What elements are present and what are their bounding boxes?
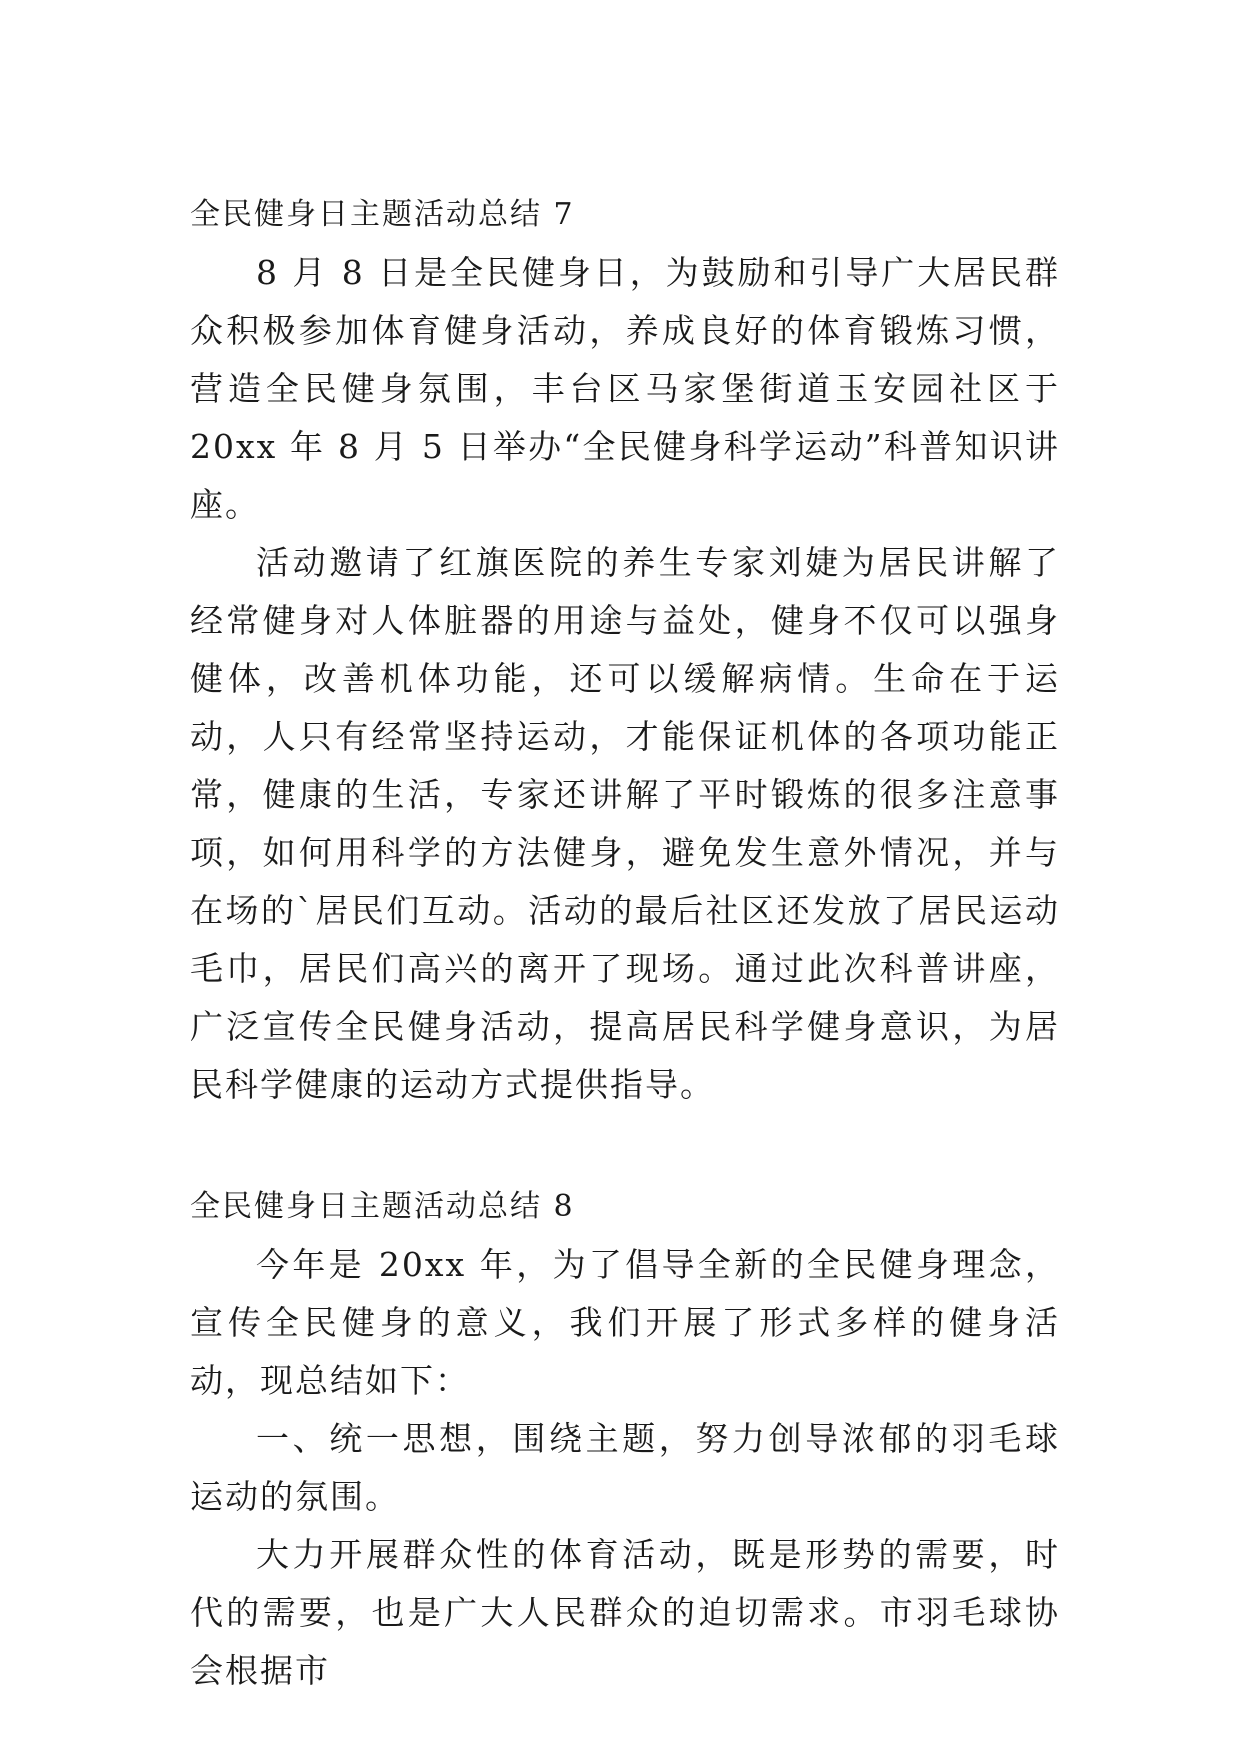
document-page	[190, 186, 1060, 1700]
paragraph: 活动邀请了红旗医院的养生专家刘婕为居民讲解了经常健身对人体脏器的用途与益处，健身不仅可以强身健体，改善机体功能，还可以缓解病情。生命在于运动，人只有经常坚持运动，才能保证机体的各项功能正常，健康的生活，专家还讲解了平时锻炼的很多注意事项，如何用科学的方法健身，避免发生意外情况，并与在场的`居民们互动。活动的最后社区还发放了居民运动毛巾，居民们高兴的离开了现场。通过此次科普讲座，广泛宣传全民健身活动，提高居民科学健身意识，为居民科学健康的运动方式提供指导。	[190, 543, 1060, 1104]
paragraph: 8 月 8 日是全民健身日，为鼓励和引导广大居民群众积极参加体育健身活动，养成良好的体育锻炼习惯，营造全民健身氛围，丰台区马家堡街道玉安园社区于 20xx 年 8 月 5 日举办“全民健身科学运动”科普知识讲座。	[190, 253, 1060, 524]
section-summary-7	[190, 186, 1060, 1114]
paragraph: 大力开展群众性的体育活动，既是形势的需要，时代的需要，也是广大人民群众的迫切需求。市羽毛球协会根据市	[190, 1535, 1060, 1690]
section-heading: 全民健身日主题活动总结 7	[190, 197, 575, 232]
paragraph: 一、统一思想，围绕主题，努力创导浓郁的羽毛球运动的氛围。	[190, 1419, 1060, 1516]
section-summary-8	[190, 1178, 1060, 1700]
paragraph: 今年是 20xx 年，为了倡导全新的全民健身理念，宣传全民健身的意义，我们开展了形式多样的健身活动，现总结如下：	[190, 1245, 1060, 1400]
section-spacer	[190, 1114, 1060, 1178]
section-heading: 全民健身日主题活动总结 8	[190, 1189, 575, 1224]
